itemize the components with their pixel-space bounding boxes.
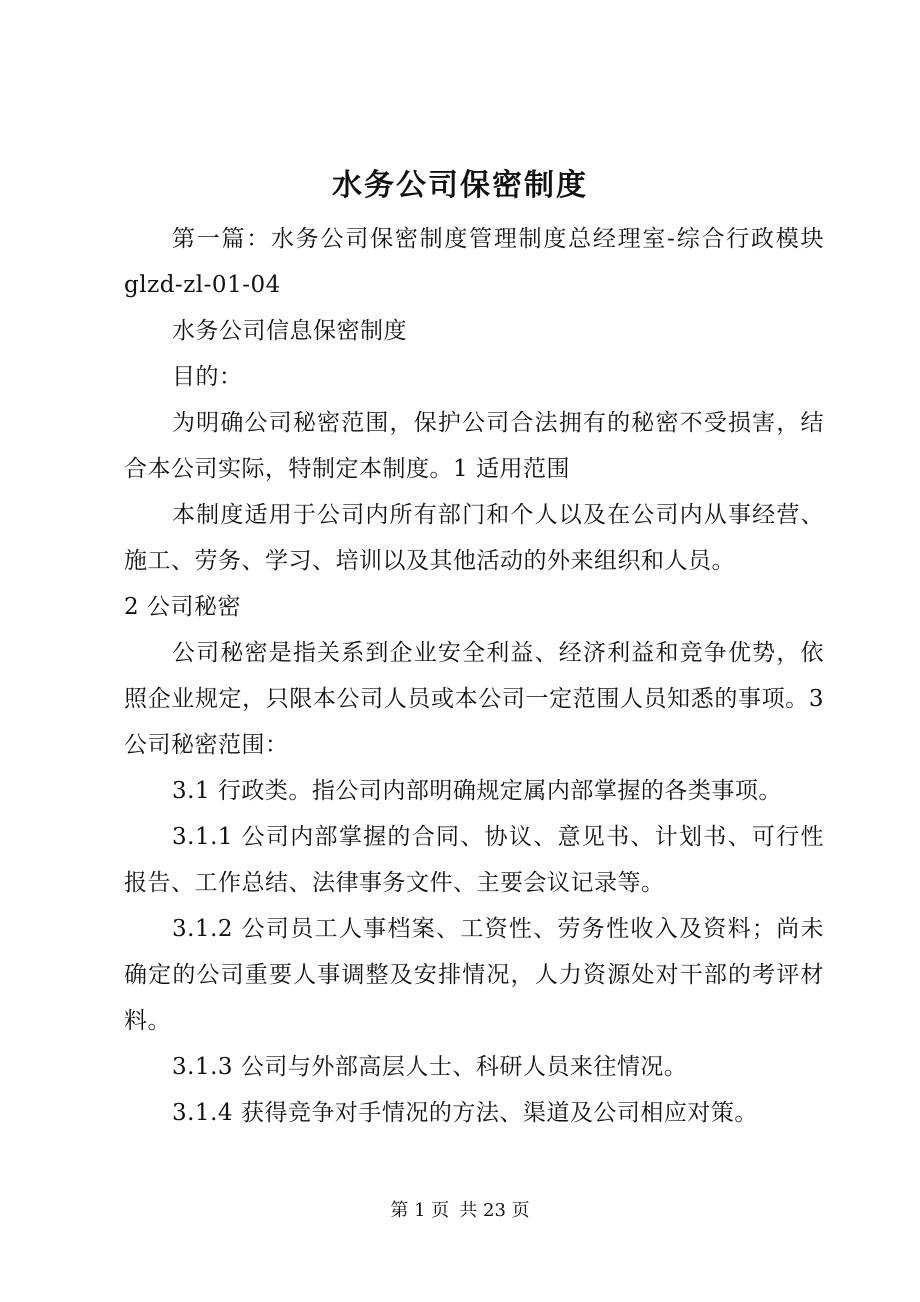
paragraph-9: 3.1.1 公司内部掌握的合同、协议、意见书、计划书、可行性报告、工作总结、法律事务文件、主要会议记录等。 (124, 824, 824, 896)
paragraph-2: 水务公司信息保密制度 (172, 318, 407, 344)
page-footer (0, 1196, 920, 1226)
paragraph-5: 本制度适用于公司内所有部门和个人以及在公司内从事经营、施工、劳务、学习、培训以及其他活动的外来组织和人员。 (124, 502, 824, 574)
paragraph-1: 第一篇：水务公司保密制度管理制度总经理室-综合行政模块 glzd-zl-01-04 (124, 226, 824, 298)
page-total: 共 23 页 (459, 1200, 530, 1221)
paragraph-11: 3.1.3 公司与外部高层人士、科研人员来往情况。 (172, 1054, 688, 1080)
paragraph-8: 3.1 行政类。指公司内部明确规定属内部掌握的各类事项。 (172, 778, 782, 804)
document-title: 水务公司保密制度 (332, 168, 588, 203)
paragraph-12: 3.1.4 获得竞争对手情况的方法、渠道及公司相应对策。 (172, 1100, 758, 1126)
page-number: 第 1 页 (390, 1200, 450, 1221)
paragraph-10: 3.1.2 公司员工人事档案、工资性、劳务性收入及资料；尚未确定的公司重要人事调整及安排情况，人力资源处对干部的考评材料。 (124, 916, 824, 1034)
paragraph-3: 目的： (172, 364, 243, 390)
paragraph-6: 2 公司秘密 (124, 594, 241, 620)
paragraph-4: 为明确公司秘密范围，保护公司合法拥有的秘密不受损害，结合本公司实际，特制定本制度。1 适用范围 (124, 410, 824, 482)
document-body (124, 216, 824, 1136)
paragraph-7: 公司秘密是指关系到企业安全利益、经济利益和竞争优势，依照企业规定，只限本公司人员或本公司一定范围人员知悉的事项。3 公司秘密范围： (124, 640, 824, 758)
